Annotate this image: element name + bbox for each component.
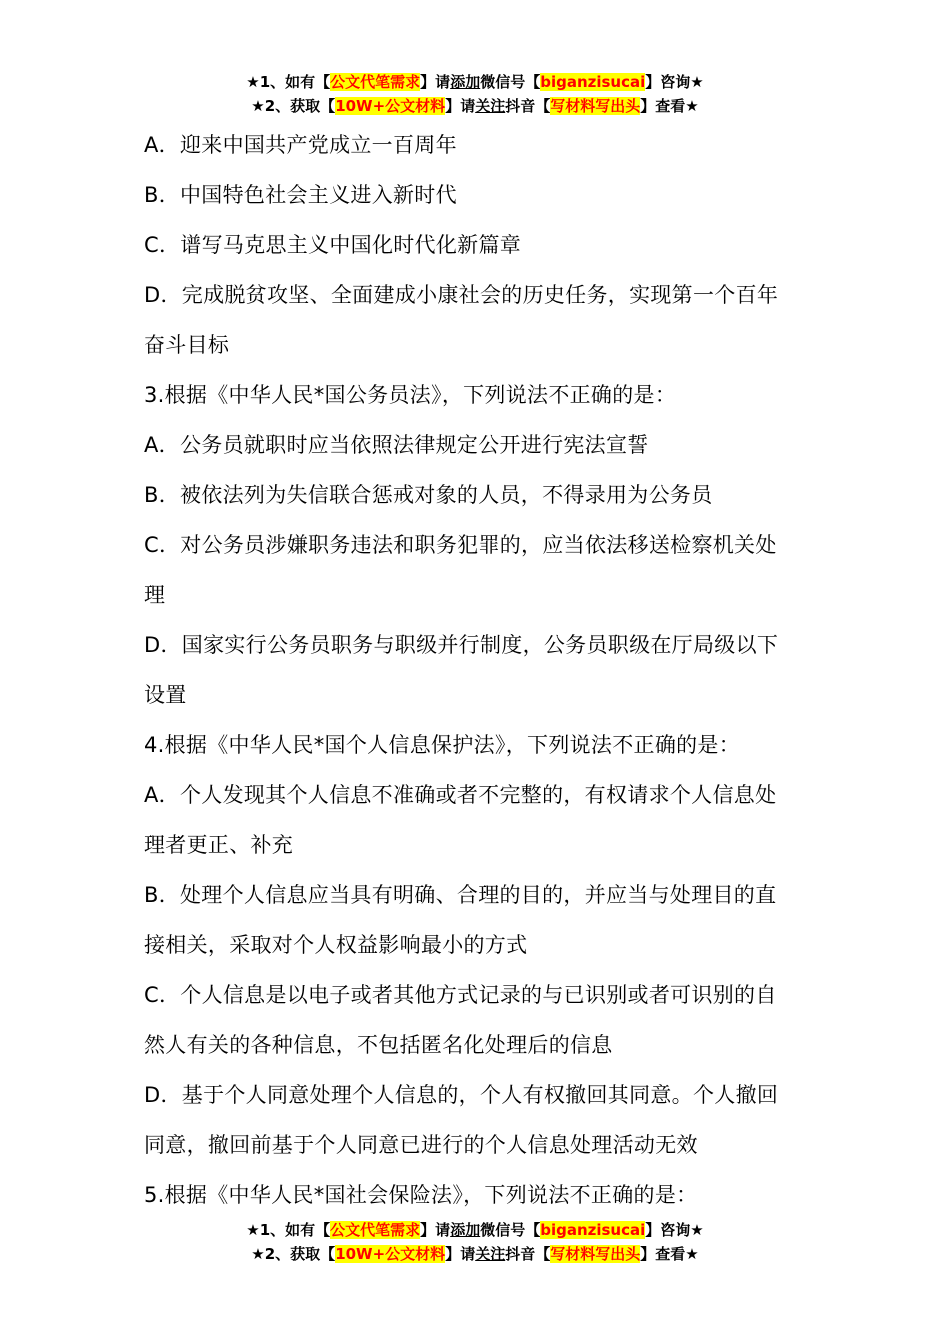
footer-banner [0,1218,950,1266]
option-line: B．被依法列为失信联合惩戒对象的人员，不得录用为公务员 [144,483,713,507]
header-underline-follow: 关注 [475,97,506,115]
option-line: C．个人信息是以电子或者其他方式记录的与已识别或者可识别的自 [144,983,777,1007]
option-line: C．谱写马克思主义中国化时代化新篇章 [144,233,522,257]
question-line: 4.根据《中华人民*国个人信息保护法》，下列说法不正确的是： [144,733,741,757]
footer-highlight-service: 公文代笔需求 [330,1221,421,1239]
question-line: 3.根据《中华人民*国公务员法》，下列说法不正确的是： [144,383,677,407]
header-highlight-materials: 10W+公文材料 [335,97,446,115]
header-line-2-text: 】请 [445,97,476,115]
header-highlight-douyin: 写材料写出头 [550,97,641,115]
header-line-2-text: ★2、获取【 [251,97,336,115]
header-line-2-text: 抖音【 [505,97,551,115]
header-line-2-text: 】查看★ [640,97,699,115]
footer-line-1-text: 】咨询★ [645,1221,704,1239]
option-line: 接相关，采取对个人权益影响最小的方式 [144,933,528,957]
footer-highlight-douyin: 写材料写出头 [550,1245,641,1263]
question-line: 5.根据《中华人民*国社会保险法》，下列说法不正确的是： [144,1183,698,1207]
footer-line-2-text: 抖音【 [505,1245,551,1263]
footer-highlight-wechat-id: biganzisucai [540,1221,646,1239]
footer-line-2 [0,1242,950,1266]
option-line: 理 [144,583,166,607]
header-line-2 [0,94,950,118]
option-line: D．基于个人同意处理个人信息的，个人有权撤回其同意。个人撤回 [144,1083,779,1107]
footer-line-1-text: 微信号【 [480,1221,541,1239]
option-line: B．处理个人信息应当具有明确、合理的目的，并应当与处理目的直 [144,883,777,907]
header-banner [0,70,950,118]
option-line: 然人有关的各种信息，不包括匿名化处理后的信息 [144,1033,613,1057]
option-line: D．国家实行公务员职务与职级并行制度，公务员职级在厅局级以下 [144,633,779,657]
header-highlight-service: 公文代笔需求 [330,73,421,91]
header-line-1-text: 】咨询★ [645,73,704,91]
document-body [144,120,814,1220]
option-line: 奋斗目标 [144,333,230,357]
footer-line-1 [0,1218,950,1242]
header-line-1-text: ★1、如有【 [246,73,331,91]
option-line: A．迎来中国共产党成立一百周年 [144,133,457,157]
footer-line-1-text: 】请 [420,1221,451,1239]
option-line: 理者更正、补充 [144,833,294,857]
header-line-1-text: 微信号【 [480,73,541,91]
option-line: A．个人发现其个人信息不准确或者不完整的，有权请求个人信息处 [144,783,777,807]
option-line: C．对公务员涉嫌职务违法和职务犯罪的，应当依法移送检察机关处 [144,533,777,557]
option-line: 设置 [144,683,187,707]
option-line: A．公务员就职时应当依照法律规定公开进行宪法宣誓 [144,433,649,457]
option-line: 同意，撤回前基于个人同意已进行的个人信息处理活动无效 [144,1133,698,1157]
footer-underline-follow: 关注 [475,1245,506,1263]
footer-line-1-text: ★1、如有【 [246,1221,331,1239]
footer-highlight-materials: 10W+公文材料 [335,1245,446,1263]
footer-line-2-text: 】查看★ [640,1245,699,1263]
footer-line-2-text: ★2、获取【 [251,1245,336,1263]
footer-line-2-text: 】请 [445,1245,476,1263]
header-underline-add: 添加 [450,73,481,91]
option-line: D．完成脱贫攻坚、全面建成小康社会的历史任务，实现第一个百年 [144,283,779,307]
option-line: B．中国特色社会主义进入新时代 [144,183,457,207]
header-line-1 [0,70,950,94]
footer-underline-add: 添加 [450,1221,481,1239]
header-highlight-wechat-id: biganzisucai [540,73,646,91]
header-line-1-text: 】请 [420,73,451,91]
